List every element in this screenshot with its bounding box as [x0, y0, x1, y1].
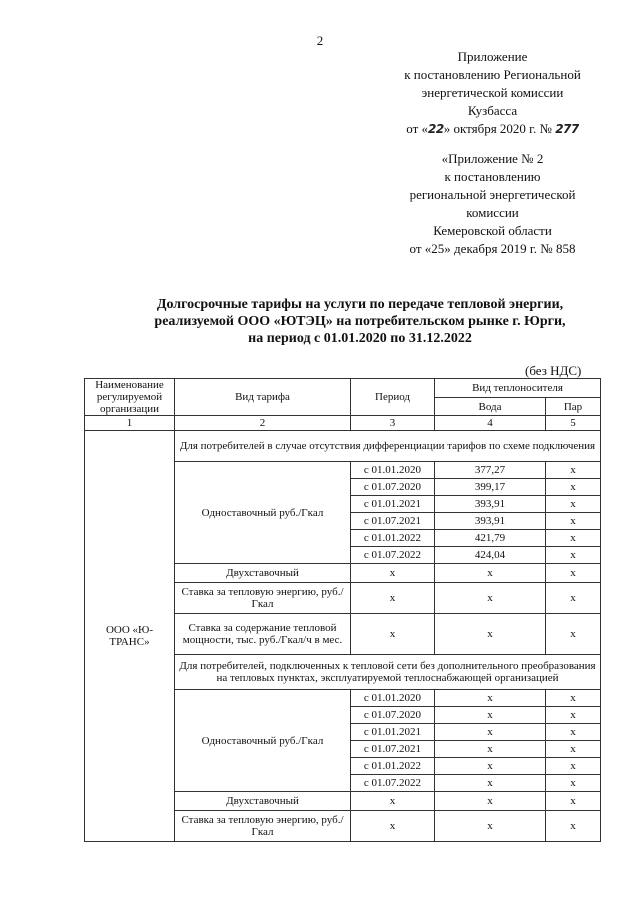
steam-value: х: [546, 775, 601, 792]
period-cell: х: [351, 614, 435, 655]
approval-number-handwritten: 277: [555, 122, 579, 136]
title-line: Долгосрочные тарифы на услуги по передаче тепловой энергии,: [156, 297, 564, 312]
document-title: [100, 296, 620, 347]
section1-single-rate-label: Одноставочный руб./Гкал: [175, 462, 351, 564]
water-value: х: [435, 583, 546, 614]
section1-title: Для потребителей в случае отсутствия дифференциации тарифов по схеме подключения: [175, 431, 601, 462]
approval-line: энергетической комиссии: [421, 85, 564, 100]
appendix-line: региональной энергетической: [409, 187, 576, 202]
energy-rate-label: Ставка за тепловую энергию, руб./Гкал: [175, 811, 351, 842]
header-organization: Наименование регулируемой организации: [85, 379, 175, 416]
approval-date-middle: » октября 2020 г. №: [443, 121, 552, 136]
steam-value: х: [546, 479, 601, 496]
period-cell: с 01.01.2021: [351, 496, 435, 513]
column-number: 3: [351, 416, 435, 431]
steam-value: х: [546, 741, 601, 758]
approval-line: Кузбасса: [467, 103, 518, 118]
capacity-rate-label: Ставка за содержание тепловой мощности, тыс. руб./Гкал/ч в мес.: [175, 614, 351, 655]
header-tariff-type: Вид тарифа: [175, 379, 351, 416]
column-number: 4: [435, 416, 546, 431]
period-cell: с 01.07.2022: [351, 775, 435, 792]
section2-single-rate-label: Одноставочный руб./Гкал: [175, 690, 351, 792]
appendix-line: от «25» декабря 2019 г. № 858: [409, 241, 576, 256]
section2-title: Для потребителей, подключенных к тепловой сети без дополнительного преобразования на тепловых пунктах, эксплуатируемой теплоснабжающей организацией: [175, 655, 601, 690]
water-value: х: [435, 741, 546, 758]
steam-value: х: [546, 792, 601, 811]
approval-line: Приложение: [457, 49, 528, 64]
header-steam: Пар: [546, 398, 601, 416]
title-line: на период с 01.01.2020 по 31.12.2022: [248, 331, 472, 346]
steam-value: х: [546, 707, 601, 724]
period-cell: с 01.01.2020: [351, 690, 435, 707]
approval-date-line: [385, 120, 600, 138]
period-cell: с 01.07.2020: [351, 479, 435, 496]
appendix-line: «Приложение № 2: [441, 151, 544, 166]
tariff-table: [84, 378, 601, 842]
steam-value: х: [546, 564, 601, 583]
title-line: реализуемой ООО «ЮТЭЦ» на потребительском рынке г. Юрги,: [154, 314, 566, 329]
water-value: 399,17: [435, 479, 546, 496]
period-cell: х: [351, 792, 435, 811]
steam-value: х: [546, 462, 601, 479]
column-number: 5: [546, 416, 601, 431]
appendix-line: комиссии: [466, 205, 519, 220]
water-value: 393,91: [435, 513, 546, 530]
period-cell: с 01.07.2021: [351, 741, 435, 758]
period-cell: с 01.07.2022: [351, 547, 435, 564]
period-cell: х: [351, 583, 435, 614]
approval-block: [385, 48, 600, 138]
water-value: х: [435, 775, 546, 792]
two-rate-label: Двухставочный: [175, 792, 351, 811]
column-number-row: [85, 416, 601, 431]
period-cell: х: [351, 811, 435, 842]
water-value: х: [435, 811, 546, 842]
period-cell: с 01.07.2021: [351, 513, 435, 530]
water-value: 421,79: [435, 530, 546, 547]
water-value: х: [435, 724, 546, 741]
period-cell: с 01.07.2020: [351, 707, 435, 724]
two-rate-label: Двухставочный: [175, 564, 351, 583]
steam-value: х: [546, 513, 601, 530]
approval-line: к постановлению Региональной: [404, 67, 581, 82]
steam-value: х: [546, 724, 601, 741]
steam-value: х: [546, 547, 601, 564]
water-value: х: [435, 690, 546, 707]
water-value: 424,04: [435, 547, 546, 564]
appendix-line: к постановлению: [444, 169, 541, 184]
water-value: х: [435, 792, 546, 811]
organization-name: ООО «Ю-ТРАНС»: [85, 431, 175, 842]
steam-value: х: [546, 811, 601, 842]
header-period: Период: [351, 379, 435, 416]
steam-value: х: [546, 614, 601, 655]
approval-date-prefix: от «: [406, 121, 428, 136]
steam-value: х: [546, 758, 601, 775]
vat-note: (без НДС): [525, 363, 582, 378]
period-cell: х: [351, 564, 435, 583]
energy-rate-label: Ставка за тепловую энергию, руб./Гкал: [175, 583, 351, 614]
original-appendix-block: [385, 150, 600, 258]
steam-value: х: [546, 583, 601, 614]
water-value: х: [435, 614, 546, 655]
period-cell: с 01.01.2022: [351, 530, 435, 547]
water-value: 393,91: [435, 496, 546, 513]
approval-day-handwritten: 22: [428, 122, 444, 136]
column-number: 1: [85, 416, 175, 431]
column-number: 2: [175, 416, 351, 431]
steam-value: х: [546, 690, 601, 707]
water-value: 377,27: [435, 462, 546, 479]
header-water: Вода: [435, 398, 546, 416]
page-number: 2: [316, 33, 324, 48]
period-cell: с 01.01.2022: [351, 758, 435, 775]
water-value: х: [435, 707, 546, 724]
steam-value: х: [546, 530, 601, 547]
period-cell: с 01.01.2021: [351, 724, 435, 741]
header-heat-carrier: Вид теплоносителя: [435, 379, 601, 398]
appendix-line: Кемеровской области: [433, 223, 552, 238]
water-value: х: [435, 564, 546, 583]
period-cell: с 01.01.2020: [351, 462, 435, 479]
steam-value: х: [546, 496, 601, 513]
water-value: х: [435, 758, 546, 775]
